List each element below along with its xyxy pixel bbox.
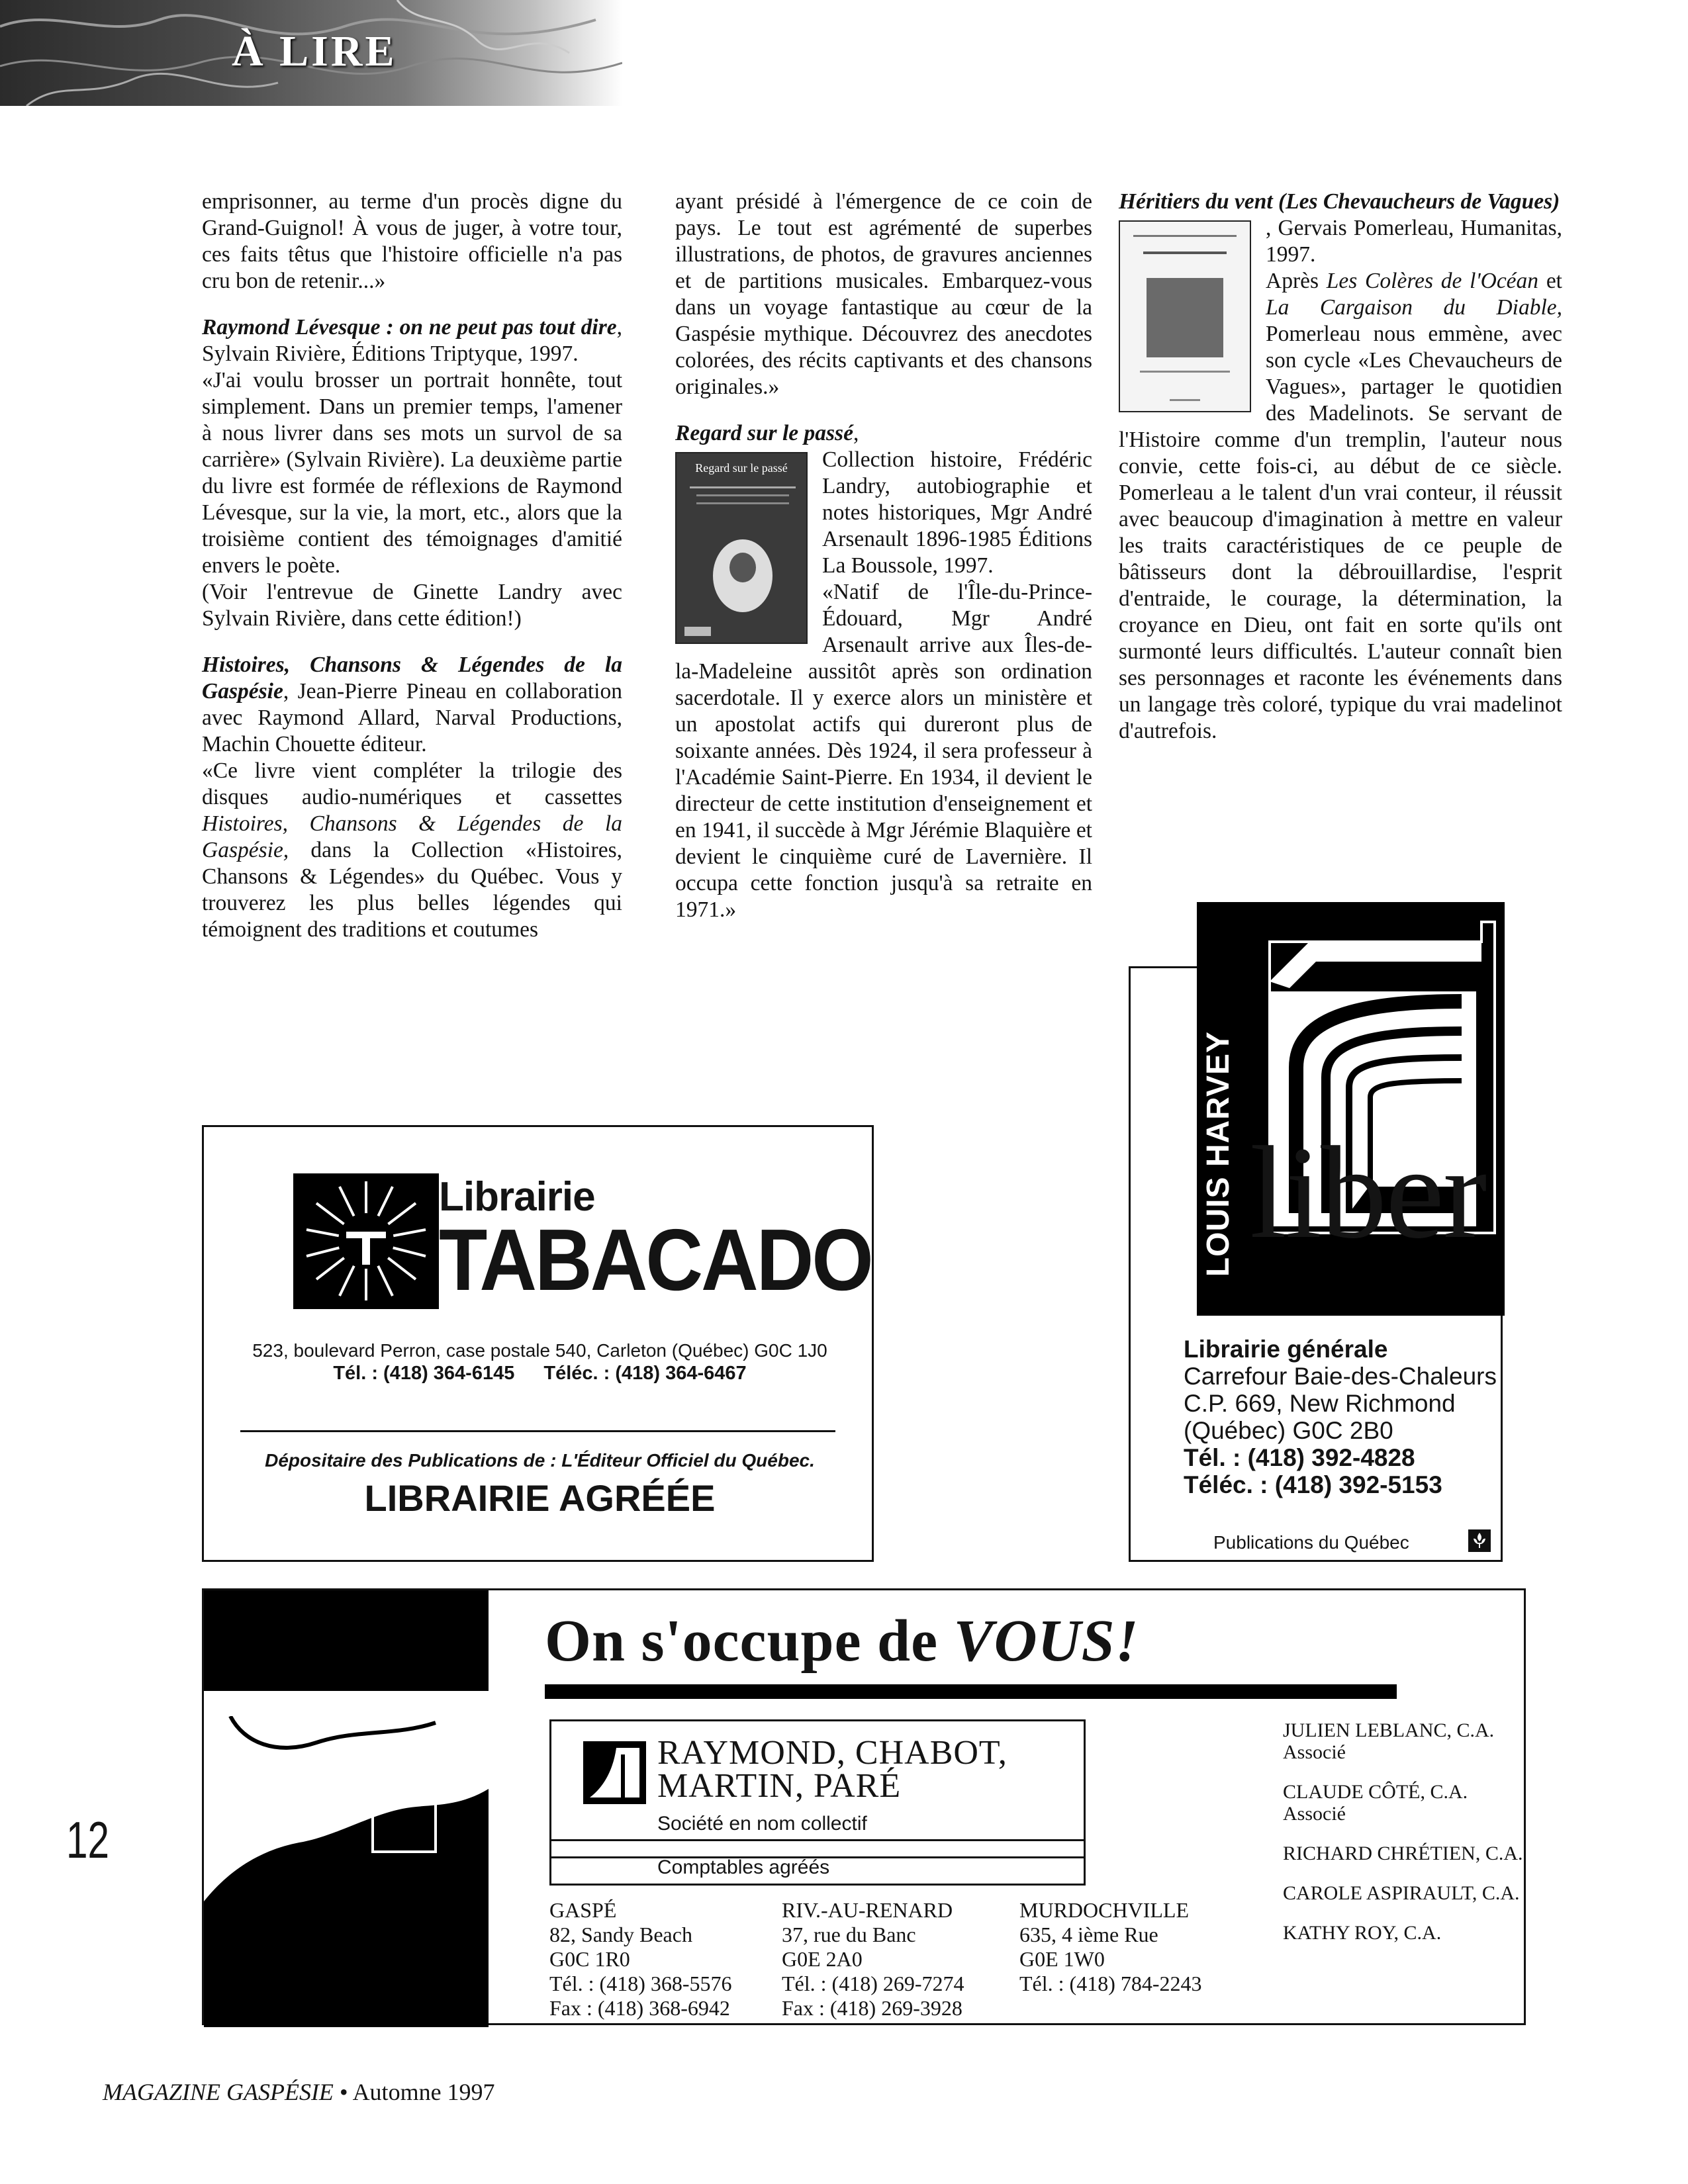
ad-raymond-chabot [202,1588,1526,2025]
partners-list [1283,1719,1523,1962]
store-fax: Téléc. : (418) 364-6467 [543,1363,747,1384]
partner-name: JULIEN LEBLANC, C.A. [1283,1719,1495,1741]
article-column-1 [202,189,622,943]
issue-date: Automne 1997 [352,2079,495,2105]
firm-name-line1: RAYMOND, CHABOT, [657,1734,1008,1772]
paragraph: (Voir l'entrevue de Ginette Landry avec Sylvain Rivière, dans cette édition!) [202,580,622,631]
partner [1283,1882,1523,1904]
book-meta: Collection histoire, Frédéric Landry, autobiographie et notes historiques, Mgr André Arsenault 1896-1985 Éditions La Boussole, 1997. [822,447,1092,578]
text-run: Histoires, Chansons & Légendes de la Gaspésie, [202,811,622,862]
publications-label: Publications du Québec [1213,1532,1409,1553]
store-name-line1: Librairie [439,1174,595,1220]
book-title: Regard sur le passé [675,421,853,445]
text-run: dans la Collection «Histoires, Chansons & Légendes» du Québec. Vous y trouverez les plus belles légendes qui témoignent des traditions et coutumes [202,838,622,942]
text-run: «Ce livre vient compléter la trilogie des disques audio-numériques et cassettes [202,758,622,809]
store-tel: Tél. : (418) 364-6145 [333,1363,515,1384]
book-meta: , Sylvain Rivière, Éditions Triptyque, 1997. [202,315,622,366]
ad-librairie-tabacado [202,1125,874,1562]
office-fax: Fax : (418) 368-6942 [549,1996,730,2020]
office-city: MURDOCHVILLE [1019,1898,1189,1922]
store-po-box: C.P. 669, New Richmond [1184,1390,1456,1417]
text-run: Les Colères de l'Océan [1326,269,1539,293]
book-meta: , Jean-Pierre Pineau en collaboration avec Raymond Allard, Narval Productions, Machin Chouette éditeur. [202,679,622,756]
partner-name: RICHARD CHRÉTIEN, C.A. [1283,1843,1523,1864]
office-street: 37, rue du Banc [782,1923,916,1946]
book-cover-heritiers [1119,220,1251,412]
text-run: La Cargaison du Diable, [1266,295,1562,320]
text-run: Après [1266,269,1327,293]
office-fax: Fax : (418) 269-3928 [782,1996,962,2020]
office-postal: G0C 1R0 [549,1947,630,1971]
firm-type: Société en nom collectif [657,1813,867,1835]
office-gaspe [549,1898,732,2021]
approved-label: LIBRAIRIE AGRÉÉE [364,1477,716,1519]
divider [551,1839,1084,1841]
book-review [202,652,622,758]
book-title: Héritiers du vent (Les Chevaucheurs de Vagues) [1119,189,1560,214]
office-city: GASPÉ [549,1898,617,1922]
store-type: Librairie générale [1184,1336,1388,1363]
partner-name: CAROLE ASPIRAULT, C.A. [1283,1882,1520,1904]
headline-bar [545,1684,1397,1699]
office-city: RIV.-AU-RENARD [782,1898,953,1922]
store-name-line2: TABACADO [439,1211,872,1309]
book-cover-regard [675,452,808,644]
store-postal: (Québec) G0C 2B0 [1184,1417,1393,1444]
firm-name-line2: MARTIN, PARÉ [657,1767,902,1805]
partner [1283,1781,1523,1825]
office-tel: Tél. : (418) 368-5576 [549,1972,732,1995]
magazine-name: MAGAZINE GASPÉSIE [103,2079,334,2105]
cover-title: Regard sur le passé [695,461,788,475]
fleur-de-lis-icon [1468,1529,1491,1552]
store-fax: Téléc. : (418) 392-5153 [1184,1471,1442,1498]
book-title: Histoires, Chansons & Légendes de la Gaspésie [202,653,622,704]
text-run: et [1538,269,1562,293]
article-column-2 [675,189,1092,923]
section-title: À LIRE [232,27,397,75]
gaspesie-map-graphic [204,1716,489,2027]
office-postal: G0E 2A0 [782,1947,863,1971]
paragraph: «J'ai voulu brosser un portrait honnête, tout simplement. Dans un premier temps, l'amener à nous livrer dans ses mots un survol de sa carrière» (Sylvain Rivière). La deuxième partie du livre est formée de réflexions de Raymond Lévesque, sur la vie, la mort, etc., alors que la troisième contient des témoignages d'amitié envers le poète. [202,368,622,578]
section-banner [0,0,622,106]
headline-text: On s'occupe de [545,1608,954,1674]
office-street: 635, 4 ième Rue [1019,1923,1158,1946]
book-title: Raymond Lévesque : on ne peut pas tout dire [202,315,617,340]
partner [1283,1922,1523,1944]
store-address: 523, boulevard Perron, case postale 540, Carleton (Québec) G0C 1J0 [252,1340,827,1361]
book-review [202,314,622,367]
firm-card [549,1719,1086,1858]
partner-role: Associé [1283,1803,1346,1825]
store-phones [230,1363,849,1385]
depositary-note: Dépositaire des Publications de : L'Éditeur Officiel du Québec. [265,1450,815,1471]
office-tel: Tél. : (418) 269-7274 [782,1972,964,1995]
firm-profession: Comptables agréés [549,1852,1086,1886]
store-location: Carrefour Baie-des-Chaleurs [1184,1363,1497,1390]
liber-wordmark: liber [1250,1120,1486,1266]
partner [1283,1843,1523,1864]
ad-headline [545,1607,1139,1675]
divider [240,1430,835,1432]
owner-name-vertical: LOUIS HARVEY [1201,1031,1236,1277]
office-tel: Tél. : (418) 784-2243 [1019,1972,1202,1995]
store-tel: Tél. : (418) 392-4828 [1184,1444,1415,1471]
partner [1283,1719,1523,1763]
text-run: Pomerleau nous emmène, avec son cycle «Les Chevaucheurs de Vagues», partager le quotidien des Madelinots. Se servant de l'Histoire comme d'un tremplin, l'auteur nous convie, cette fois-ci, au début de ce siècle. Pomerleau a le talent d'un vrai conteur, il réussit avec beaucoup d'imagination à mettre en valeur les traits caractéristiques de ce peuple de bâtisseurs dont la débrouillardise, l'esprit d'entraide, le courage, la détermination, la croyance en Dieu, ont fait en sorte qu'ils ont surmonté leurs difficultés. L'auteur connaît bien ses personnages et raconte les événements dans un langage très coloré, typique du vrai madelinot d'autrefois. [1119,322,1562,743]
footer-separator: • [339,2079,348,2105]
article-column-3 [1119,189,1562,745]
paragraph: ayant présidé à l'émergence de ce coin de pays. Le tout est agrémenté de superbes illustrations, de photos, de gravures anciennes et de partitions musicales. Embarquez-vous dans un voyage fantastique au cœur de la Gaspésie mythique. Découvrez des anecdotes colorées, des récits captivants et des chansons originales.» [675,189,1092,399]
book-meta: , Gervais Pomerleau, Humanitas, 1997. [1266,216,1562,267]
book-title-line: Regard sur le passé, [675,421,859,445]
black-block [204,1590,489,1691]
firm-logo-icon [583,1741,646,1804]
page-footer [103,2078,495,2106]
liber-contact [1184,1336,1497,1498]
sunburst-cross-icon [293,1173,439,1309]
office-riviere-au-renard [782,1898,964,2021]
headline-emphasis: VOUS! [953,1608,1139,1674]
office-murdochville [1019,1898,1202,1996]
partner-name: CLAUDE CÔTÉ, C.A. [1283,1781,1468,1803]
partner-name: KATHY ROY, C.A. [1283,1922,1442,1944]
office-street: 82, Sandy Beach [549,1923,692,1946]
paragraph: emprisonner, au terme d'un procès digne du Grand-Guignol! À vous de juger, à votre tour, ces faits têtus que l'histoire officielle n'a pas cru bon de retenir...» [202,189,622,293]
partner-role: Associé [1283,1741,1346,1763]
page-number: 12 [66,1811,110,1869]
office-postal: G0E 1W0 [1019,1947,1105,1971]
paragraph: «Natif de l'Île-du-Prince-Édouard, Mgr André Arsenault arrive aux Îles-de-la-Madeleine aussitôt après son ordination sacerdotale. Il y exerce alors un ministère et un apostolat actifs qui dureront plus de soixante années. Dès 1924, il sera professeur à l'Académie Saint-Pierre. En 1934, il devient le directeur de cette institution d'enseignement et en 1941, il succède à Mgr Jérémie Blaquière et devient le cinquième curé de Lavernière. Il occupa cette fonction jusqu'à sa retraite en 1971.» [675,580,1092,922]
paragraph [202,758,622,943]
ad-librairie-liber [1129,966,1503,1562]
